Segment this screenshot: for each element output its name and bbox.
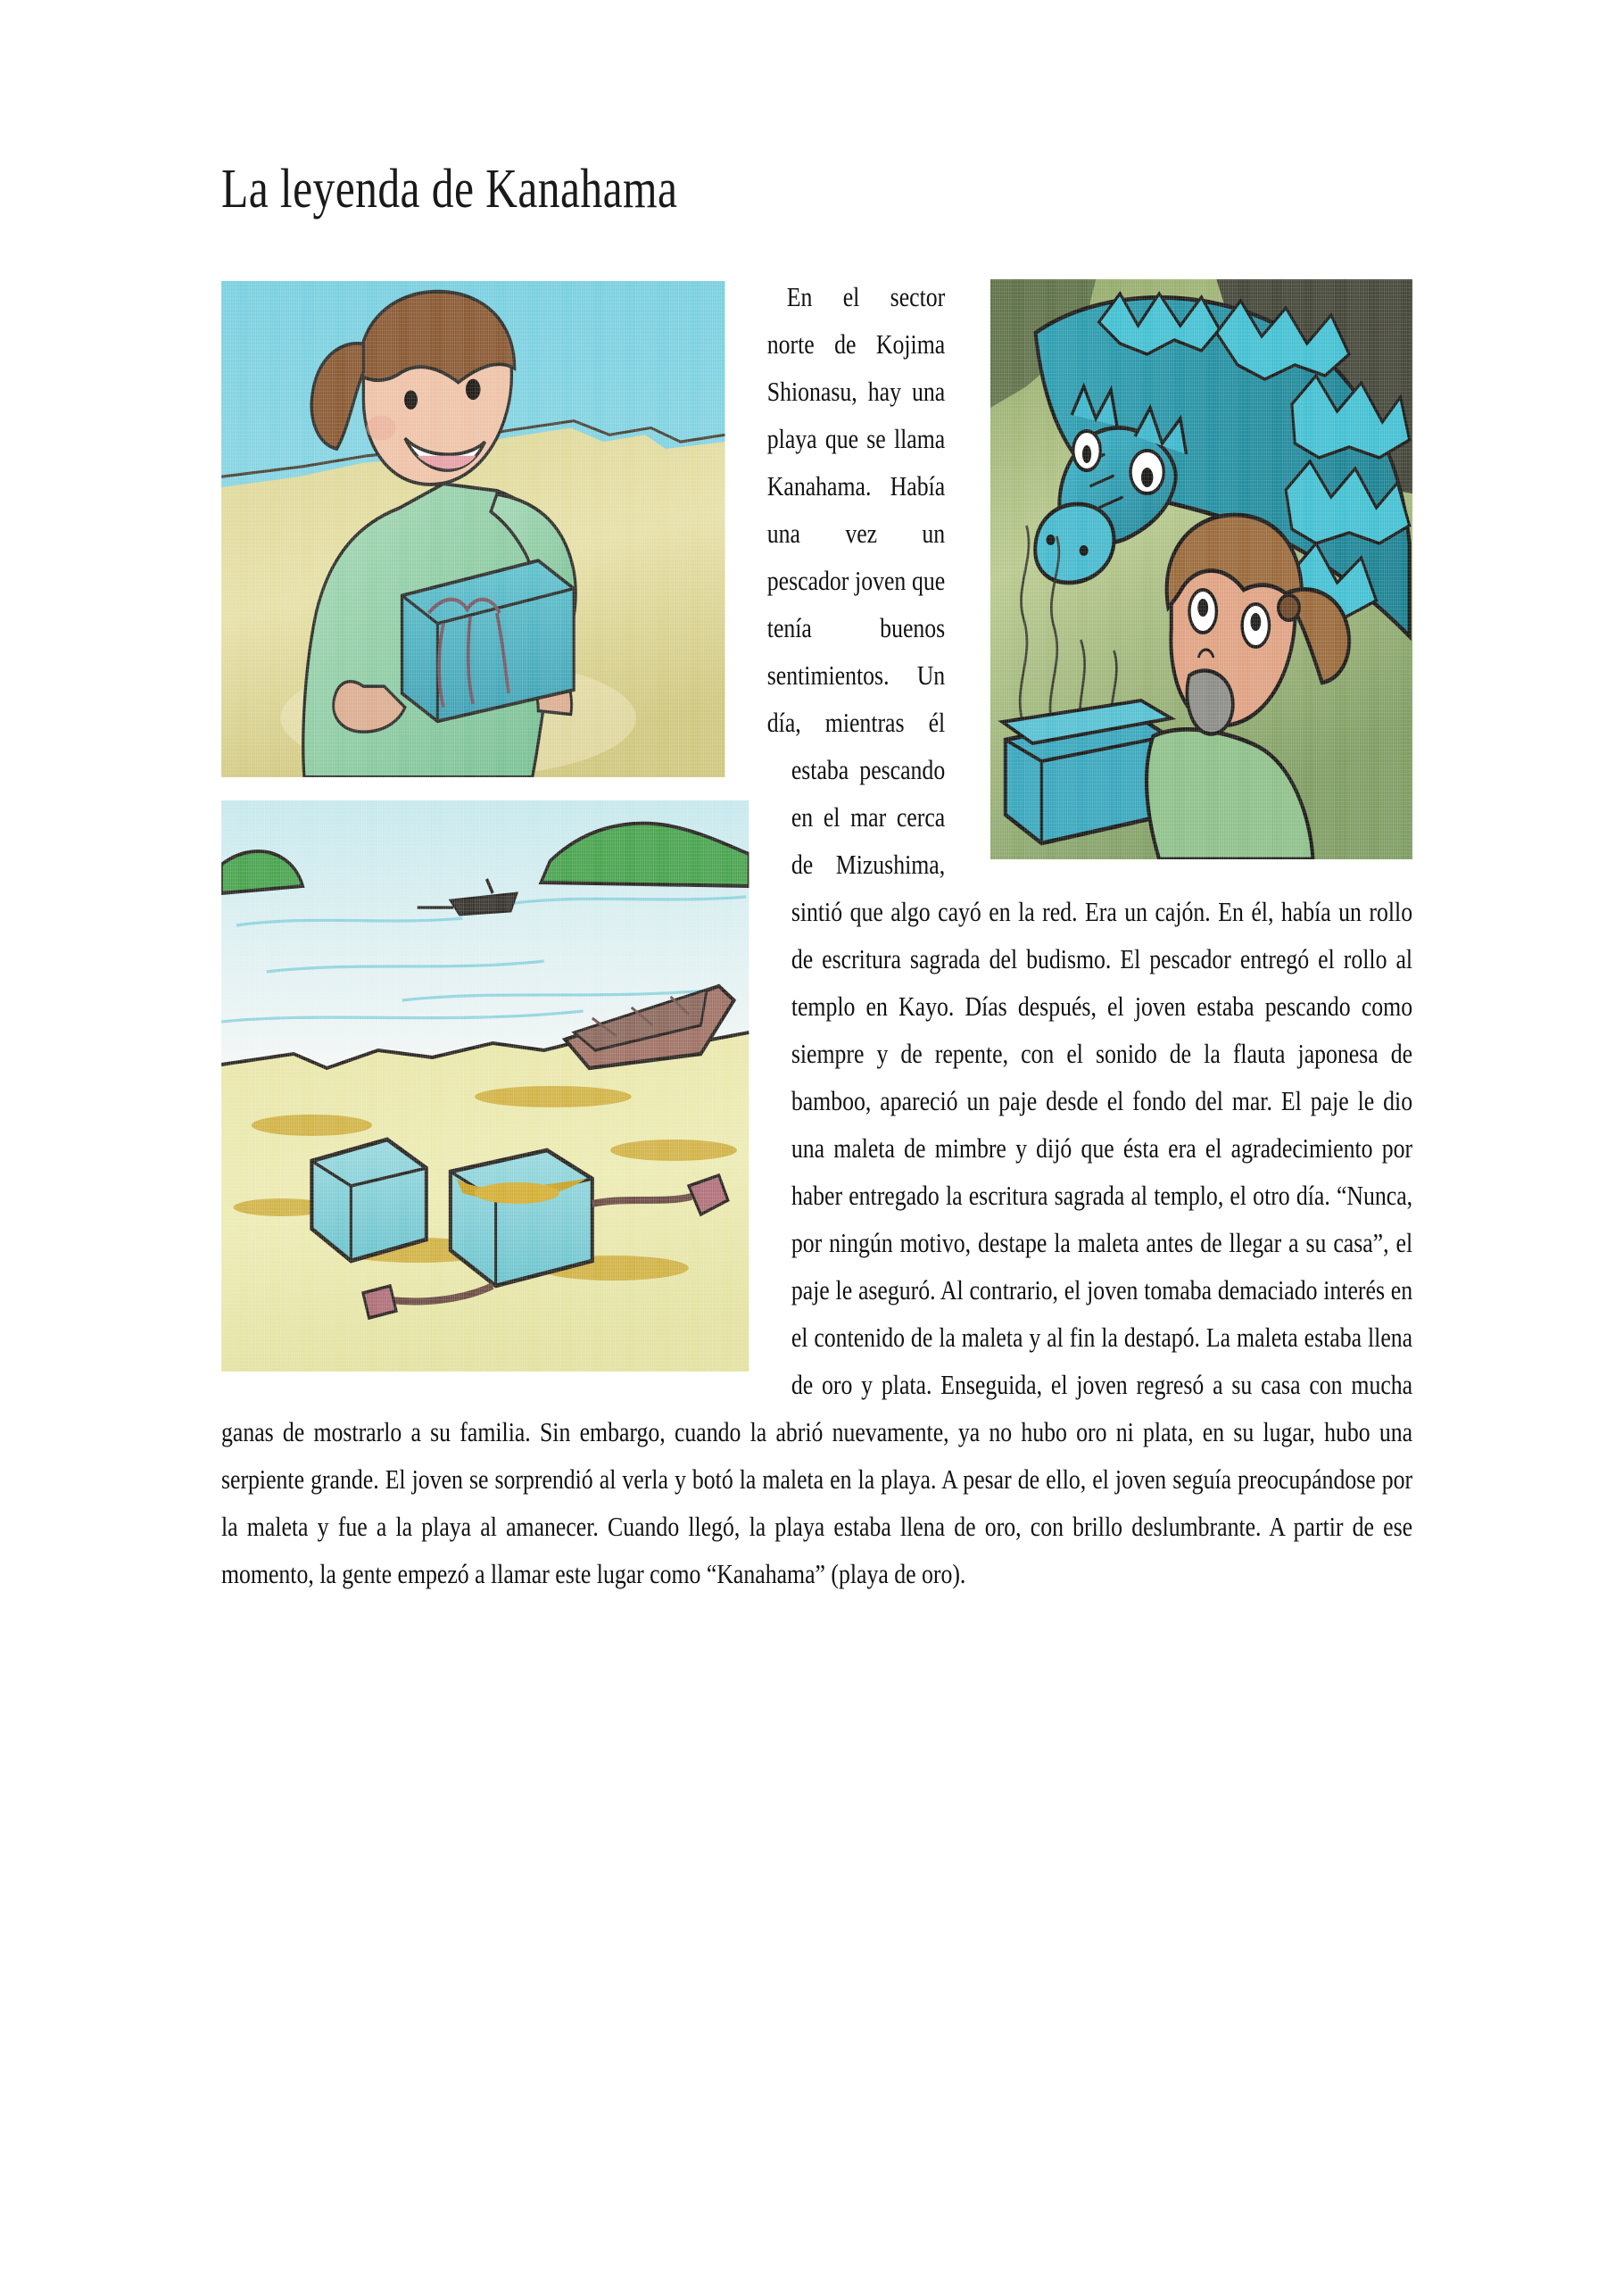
illustration-beach-with-open-suitcase: [221, 800, 749, 1372]
illustration-dragon-and-young-man: [990, 279, 1412, 859]
page-content: [221, 161, 1412, 1598]
page-title: La leyenda de Kanahama: [221, 159, 678, 220]
beach-illustration-svg: [221, 800, 749, 1372]
story-body: [221, 274, 1412, 1598]
story-paragraph: En el sector norte de Kojima Shionasu, hay una playa que se llama Kanahama. Había una vez un pescador joven que tenía buenos sentimientos. Un día, mientras él estaba pescando en el mar cerca de Mizushima, sintió que algo cayó en la red. Era un cajón. En él, había un rollo de escritura sagrada del budismo. El pescador entregó el rollo al templo en Kayo. Días después, el joven estaba pescando como siempre y de repente, con el sonido de la flauta japonesa de bamboo, apareció un paje desde el fondo del mar. El paje le dio una maleta de mimbre y dijó que ésta era el agradecimiento por haber entregado la escritura sagrada al templo, el otro día. “Nunca, por ningún motivo, destape la maleta antes de llegar a su casa”, el paje le aseguró. Al contrario, el joven tomaba demaciado interés en el contenido de la maleta y al fin la destapó. La maleta estaba llena de oro y plata. Enseguida, el joven regresó a su casa con mucha ganas de mostrarlo a su familia. Sin embargo, cuando la abrió nuevamente, ya no hubo oro ni plata, en su lugar, hubo una serpiente grande. El joven se sorprendió al verla y botó la maleta en la playa. A pesar de ello, el joven seguía preocupándose por la maleta y fue a la playa al amanecer. Cuando llegó, la playa estaba llena de oro, con brillo deslumbrante. A partir de ese momento, la gente empezó a llamar este lugar como “Kanahama” (playa de oro).: [221, 282, 1413, 1590]
illustration-fisherman-with-suitcase: [221, 281, 725, 777]
fisherman-illustration-svg: [221, 281, 725, 777]
dragon-illustration-svg: [990, 279, 1412, 859]
